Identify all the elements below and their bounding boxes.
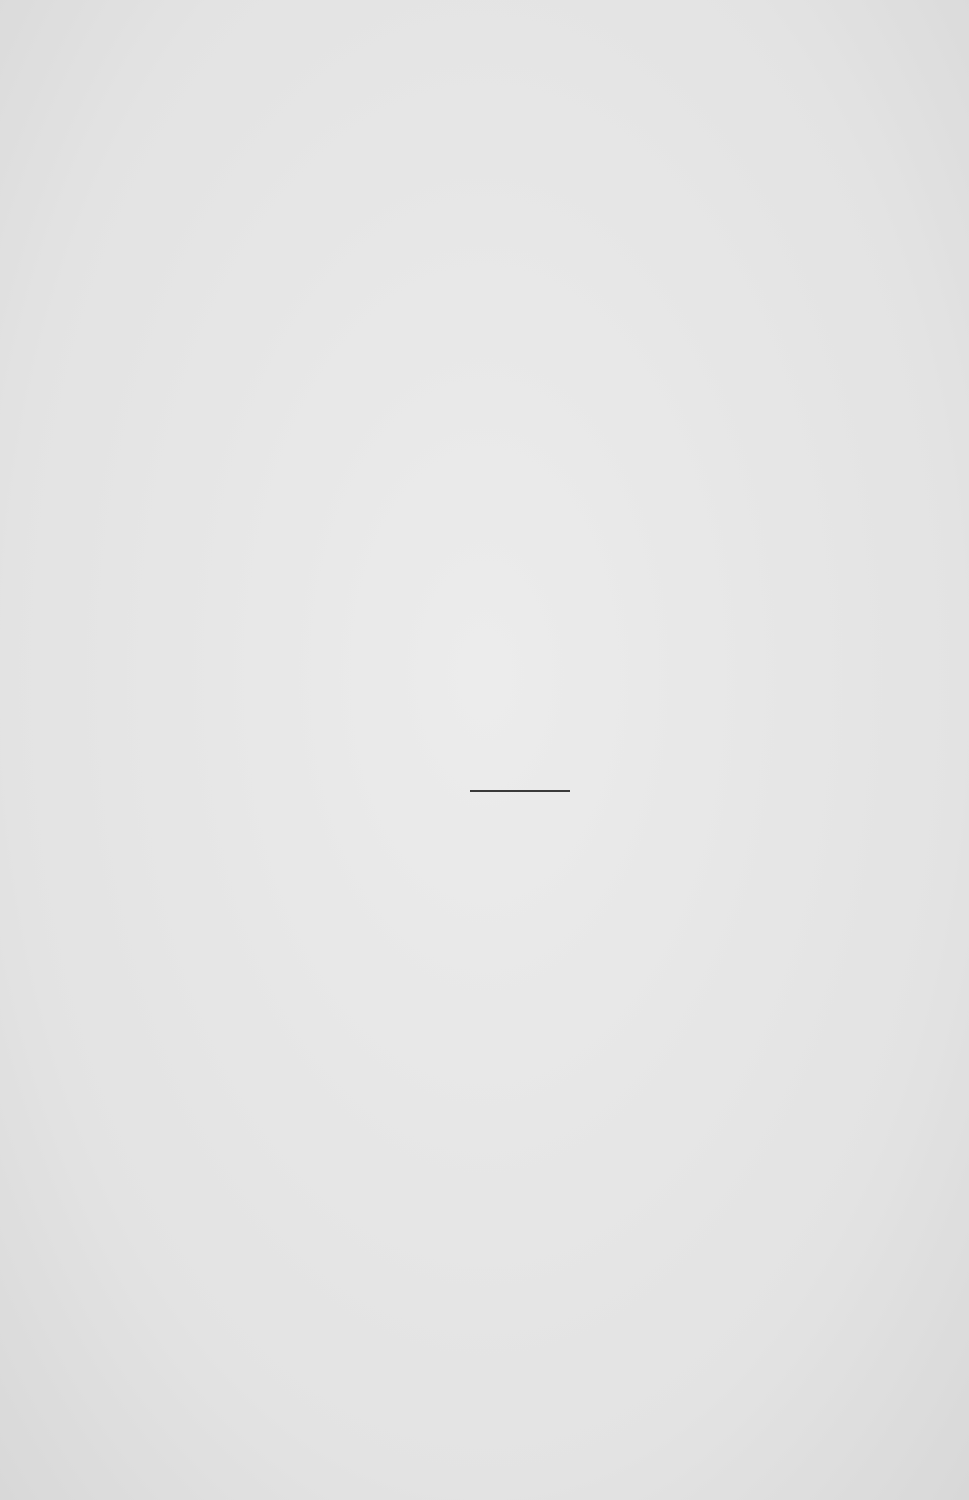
header-wavy-rule: [140, 90, 940, 100]
page-header: [138, 48, 938, 88]
section-separator-rule: [470, 790, 570, 792]
